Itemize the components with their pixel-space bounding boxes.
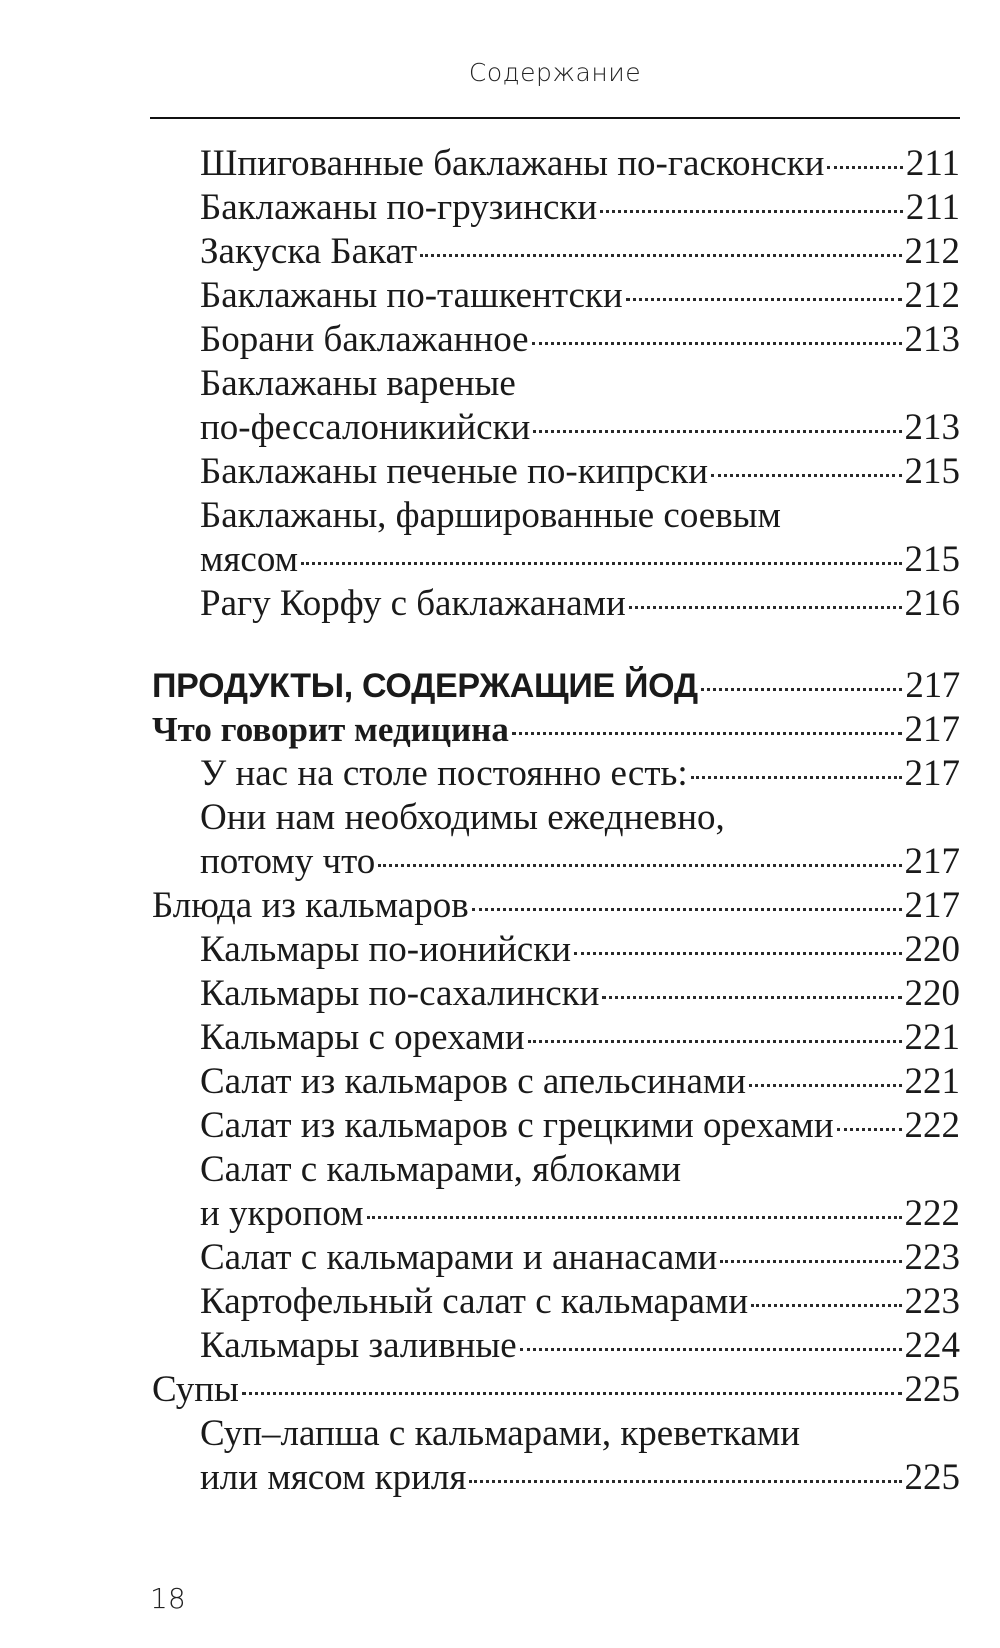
toc-page-number: 213 [904,407,960,448]
dot-leader [472,908,902,911]
toc-entry [200,1060,960,1104]
toc-entry [200,142,960,186]
toc-entry-title: Кальмары с орехами [200,1017,525,1058]
toc-entry [200,1016,960,1060]
dot-leader [602,996,901,999]
toc-page-number: 223 [904,1281,960,1322]
toc-entry-title: Шпигованные баклажаны по-гасконски [200,143,825,184]
toc-page-number: 212 [904,275,960,316]
toc-page-number: 221 [904,1061,960,1102]
toc-entry-first-line: Суп–лапша с кальмарами, креветками [200,1413,801,1454]
dot-leader [629,606,902,609]
dot-leader [367,1216,902,1219]
toc-entry-title: Рагу Корфу с баклажанами [200,583,626,624]
toc-page-number: 224 [904,1325,960,1366]
toc-page-number: 225 [904,1369,960,1410]
dot-leader [469,1480,901,1483]
toc-page-number: 217 [904,709,960,750]
dot-leader [720,1260,901,1263]
toc-entry-title: мясом [200,539,299,580]
toc-entry-title: Картофельный салат с кальмарами [200,1281,749,1322]
toc-page-number: 213 [904,319,960,360]
toc-page-number: 217 [905,665,960,706]
toc-entry-title: потому что [200,841,376,882]
dot-leader [837,1128,902,1131]
toc-page-number: 212 [904,231,960,272]
dot-leader [512,732,902,735]
toc-page-number: 220 [904,973,960,1014]
toc-entry-title: и укропом [200,1193,364,1234]
toc-entry-title: Салат из кальмаров с апельсинами [200,1061,747,1102]
toc-entry [200,752,960,796]
toc-entry [200,1192,960,1236]
toc-entry [200,274,960,318]
toc-entry [200,928,960,972]
toc-entry [200,1104,960,1148]
toc-entry [200,1324,960,1368]
toc-entry [200,450,960,494]
toc-page-number: 217 [904,885,960,926]
dot-leader [533,430,901,433]
toc-section-heading [152,664,960,708]
toc-entry-first-line: Баклажаны, фаршированные соевым [200,495,781,536]
toc-entry-title: ПРОДУКТЫ, СОДЕРЖАЩИЕ ЙОД [152,667,698,705]
toc-entry [200,1280,960,1324]
toc-entry [200,840,960,884]
toc-entry-title: по-фессалоникийски [200,407,531,448]
toc-entry-title: Салат из кальмаров с грецкими орехами [200,1105,834,1146]
dot-leader [691,776,902,779]
toc-page-number: 211 [905,187,960,228]
dot-leader [626,298,902,301]
toc-page-number: 223 [904,1237,960,1278]
dot-leader [528,1040,902,1043]
toc-entry [200,1456,960,1500]
dot-leader [701,688,903,691]
toc-entry-title: У нас на столе постоянно есть: [200,753,688,794]
toc-entry-first-line: Салат с кальмарами, яблоками [200,1149,682,1190]
dot-leader [827,166,902,169]
dot-leader [520,1348,902,1351]
toc-entry-title: Что говорит медицина [152,710,509,749]
toc-entry-first-line: Они нам необходимы ежедневно, [200,797,725,838]
toc-entry [200,972,960,1016]
page-number: 18 [150,1582,186,1615]
toc-page-number: 215 [904,451,960,492]
toc-entry [200,538,960,582]
toc-page-number: 217 [904,841,960,882]
dot-leader [301,562,901,565]
toc-entry [152,1368,960,1412]
toc-subsection-heading [152,708,960,752]
toc-entry [200,230,960,274]
toc-entry [152,884,960,928]
toc-entry [200,1236,960,1280]
dot-leader [378,864,901,867]
dot-leader [242,1392,902,1395]
toc-entry-title: Баклажаны по-грузински [200,187,598,228]
toc-entry [200,186,960,230]
dot-leader [711,474,902,477]
dot-leader [749,1084,901,1087]
dot-leader [574,952,902,955]
toc-page-number: 222 [904,1193,960,1234]
toc-entry-title: Блюда из кальмаров [152,885,469,926]
toc-page-number: 221 [904,1017,960,1058]
toc-entry-first-line: Баклажаны вареные [200,363,516,404]
toc-entry-title: Баклажаны по-ташкентски [200,275,623,316]
toc-entry-title: Баклажаны печеные по-кипрски [200,451,708,492]
toc-page-number: 211 [905,143,960,184]
toc-entry-title: Супы [152,1369,239,1410]
toc-page-number: 215 [904,539,960,580]
toc-entry-title: Кальмары заливные [200,1325,517,1366]
dot-leader [600,210,903,213]
toc-entry-title: Салат с кальмарами и ананасами [200,1237,718,1278]
running-header: Содержание [468,58,642,87]
toc-entry-title: Кальмары по-сахалински [200,973,600,1014]
toc-page-number: 225 [904,1457,960,1498]
toc-page-number: 217 [904,753,960,794]
toc-entry-title: Кальмары по-ионийски [200,929,571,970]
toc-entry [200,406,960,450]
toc-page-number: 220 [904,929,960,970]
dot-leader [751,1304,901,1307]
toc-page-number: 216 [904,583,960,624]
toc-entry [200,582,960,626]
toc-entry-title: Борани баклажанное [200,319,529,360]
toc-entry-title: или мясом криля [200,1457,467,1498]
toc-entry [200,318,960,362]
toc-entry-title: Закуска Бакат [200,231,418,272]
toc-page-number: 222 [904,1105,960,1146]
dot-leader [420,254,901,257]
dot-leader [532,342,902,345]
